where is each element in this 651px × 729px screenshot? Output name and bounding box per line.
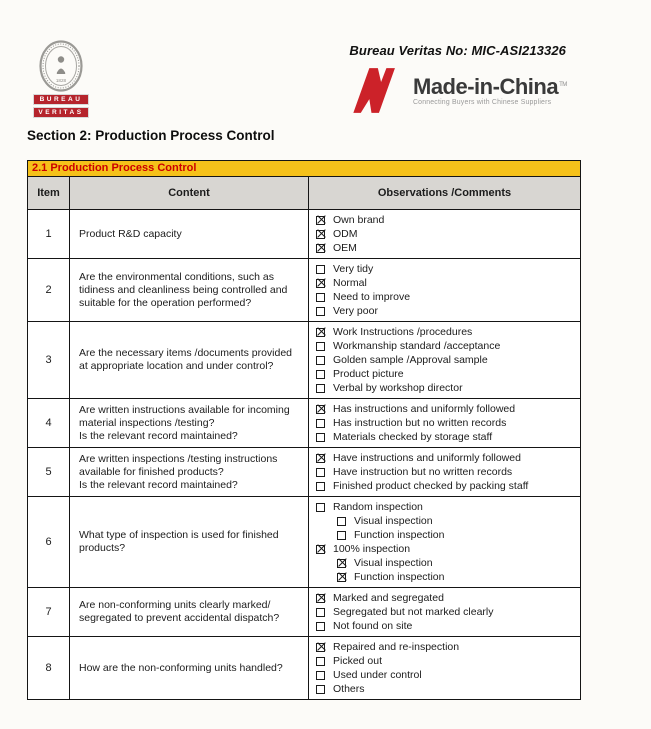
table-row (28, 637, 580, 699)
option-row (313, 416, 576, 430)
checkbox-unchecked-icon (316, 419, 325, 428)
checkbox-unchecked-icon (316, 265, 325, 274)
option-label: Own brand (333, 214, 385, 226)
option-label: Picked out (333, 655, 383, 667)
option-row (313, 479, 576, 493)
table-row (28, 210, 580, 259)
table-row (28, 497, 580, 588)
option-label: Function inspection (354, 529, 445, 541)
option-label: Very poor (333, 305, 378, 317)
content-text: What type of inspection is used for finished products? (79, 529, 279, 554)
observations-cell (309, 497, 580, 587)
content-cell (70, 637, 309, 699)
observations-cell (309, 210, 580, 258)
checkbox-unchecked-icon (316, 503, 325, 512)
made-in-china-tagline: Connecting Buyers with Chinese Suppliers (413, 99, 552, 106)
observations-cell (309, 637, 580, 699)
table-row (28, 448, 580, 497)
option-row (313, 451, 576, 465)
option-row (313, 290, 576, 304)
item-number: 2 (28, 259, 70, 321)
item-number: 6 (28, 497, 70, 587)
option-label: Product picture (333, 368, 404, 380)
option-row (313, 430, 576, 444)
option-label: Work Instructions /procedures (333, 326, 473, 338)
option-row (334, 570, 576, 584)
option-row (334, 528, 576, 542)
checkbox-unchecked-icon (337, 517, 346, 526)
option-label: Need to improve (333, 291, 411, 303)
option-row (313, 542, 576, 556)
option-row (313, 591, 576, 605)
observations-cell (309, 588, 580, 636)
content-text: How are the non-conforming units handled? (79, 661, 283, 674)
option-label: Have instruction but no written records (333, 466, 513, 478)
option-row (313, 304, 576, 318)
option-label: Workmanship standard /acceptance (333, 340, 501, 352)
option-row (313, 402, 576, 416)
item-number: 4 (28, 399, 70, 447)
option-row (313, 654, 576, 668)
table-header-row (28, 177, 580, 210)
option-row (313, 668, 576, 682)
option-label: Has instruction but no written records (333, 417, 507, 429)
content-cell (70, 588, 309, 636)
content-text: Are the environmental conditions, such as tidiness and cleanliness being controlled and suitable for the operation performed? (79, 270, 288, 309)
option-label: Golden sample /Approval sample (333, 354, 488, 366)
option-label: Random inspection (333, 501, 423, 513)
option-label: Others (333, 683, 365, 695)
option-label: Not found on site (333, 620, 413, 632)
checkbox-checked-icon (316, 244, 325, 253)
content-cell (70, 322, 309, 398)
audit-table (27, 160, 581, 700)
checkbox-checked-icon (337, 559, 346, 568)
observations-cell (309, 259, 580, 321)
checkbox-unchecked-icon (316, 622, 325, 631)
option-label: Finished product checked by packing staff (333, 480, 529, 492)
checkbox-unchecked-icon (316, 307, 325, 316)
section-title: Section 2: Production Process Control (27, 128, 275, 143)
option-label: OEM (333, 242, 357, 254)
option-label: Visual inspection (354, 515, 433, 527)
item-number: 7 (28, 588, 70, 636)
option-row (313, 325, 576, 339)
checkbox-checked-icon (316, 230, 325, 239)
checkbox-unchecked-icon (316, 356, 325, 365)
option-label: Verbal by workshop director (333, 382, 463, 394)
content-cell (70, 448, 309, 496)
table-body (28, 210, 580, 699)
checkbox-unchecked-icon (316, 685, 325, 694)
made-in-china-logo (352, 66, 566, 114)
checkbox-unchecked-icon (316, 482, 325, 491)
option-label: Marked and segregated (333, 592, 444, 604)
table-row (28, 322, 580, 399)
option-label: Used under control (333, 669, 422, 681)
option-row (313, 367, 576, 381)
option-label: Very tidy (333, 263, 374, 275)
content-cell (70, 497, 309, 587)
option-label: Materials checked by storage staff (333, 431, 493, 443)
content-text: Are the necessary items /documents provided at appropriate location and under control? (79, 347, 293, 372)
option-row (313, 619, 576, 633)
observations-cell (309, 448, 580, 496)
option-row (313, 241, 576, 255)
checkbox-checked-icon (316, 594, 325, 603)
column-header-item: Item (28, 177, 70, 209)
checkbox-unchecked-icon (316, 433, 325, 442)
option-label: Have instructions and uniformly followed (333, 452, 521, 464)
option-row (313, 213, 576, 227)
table-row (28, 259, 580, 322)
content-cell (70, 259, 309, 321)
option-label: Segregated but not marked clearly (333, 606, 494, 618)
table-title-bar: 2.1 Production Process Control (28, 161, 580, 177)
option-label: Visual inspection (354, 557, 433, 569)
checkbox-unchecked-icon (316, 608, 325, 617)
checkbox-checked-icon (316, 454, 325, 463)
checkbox-checked-icon (316, 216, 325, 225)
content-text: Is the relevant record maintained? (79, 429, 238, 442)
table-row (28, 588, 580, 637)
option-row (313, 640, 576, 654)
checkbox-unchecked-icon (316, 671, 325, 680)
option-row (313, 605, 576, 619)
observations-cell (309, 322, 580, 398)
checkbox-unchecked-icon (316, 657, 325, 666)
option-row (313, 262, 576, 276)
option-label: Has instructions and uniformly followed (333, 403, 516, 415)
bureau-veritas-logo (30, 40, 92, 118)
content-text: Product R&D capacity (79, 227, 182, 240)
checkbox-checked-icon (316, 279, 325, 288)
checkbox-checked-icon (316, 405, 325, 414)
checkbox-checked-icon (316, 328, 325, 337)
trademark-symbol: TM (559, 82, 567, 88)
option-row (313, 465, 576, 479)
checkbox-checked-icon (337, 573, 346, 582)
content-cell (70, 210, 309, 258)
observations-cell (309, 399, 580, 447)
content-text: Are written instructions available for incoming material inspections /testing? (79, 403, 290, 429)
item-number: 8 (28, 637, 70, 699)
item-number: 5 (28, 448, 70, 496)
table-row (28, 399, 580, 448)
option-label: ODM (333, 228, 358, 240)
option-row (313, 381, 576, 395)
checkbox-checked-icon (316, 545, 325, 554)
column-header-observations: Observations /Comments (377, 187, 512, 199)
option-label: 100% inspection (333, 543, 411, 555)
option-row (313, 500, 576, 514)
option-row (313, 339, 576, 353)
option-row (313, 276, 576, 290)
option-label: Function inspection (354, 571, 445, 583)
checkbox-checked-icon (316, 643, 325, 652)
checkbox-unchecked-icon (316, 342, 325, 351)
made-in-china-m-icon (352, 66, 408, 114)
checkbox-unchecked-icon (316, 293, 325, 302)
checkbox-unchecked-icon (316, 370, 325, 379)
content-cell (70, 399, 309, 447)
option-row (334, 514, 576, 528)
seal-year-text: 1828 (55, 78, 67, 83)
option-row (313, 682, 576, 696)
option-row (313, 353, 576, 367)
report-number: Bureau Veritas No: MIC-ASI213326 (349, 43, 566, 58)
option-row (313, 227, 576, 241)
option-label: Repaired and re-inspection (333, 641, 460, 653)
bureau-veritas-seal-icon (38, 40, 84, 92)
made-in-china-wordmark: Made-in-China™ (413, 74, 567, 99)
option-label: Normal (333, 277, 367, 289)
content-text: Are non-conforming units clearly marked/ segregated to prevent accidental dispatch? (79, 599, 280, 624)
content-text: Is the relevant record maintained? (79, 478, 238, 491)
item-number: 3 (28, 322, 70, 398)
checkbox-unchecked-icon (337, 531, 346, 540)
content-text: Are written inspections /testing instructions available for finished products? (79, 452, 278, 478)
checkbox-unchecked-icon (316, 468, 325, 477)
item-number: 1 (28, 210, 70, 258)
option-row (334, 556, 576, 570)
bureau-box-label: BUREAU (33, 94, 89, 105)
column-header-content: Content (70, 177, 309, 209)
checkbox-unchecked-icon (316, 384, 325, 393)
veritas-box-label: VERITAS (33, 107, 89, 118)
